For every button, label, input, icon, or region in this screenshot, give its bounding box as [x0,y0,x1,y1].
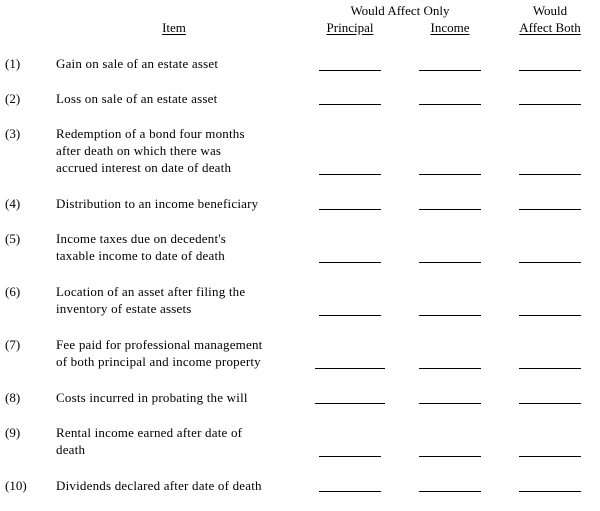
header-item: Item [162,20,186,35]
principal-answer-blank[interactable] [315,403,385,404]
both-answer-blank[interactable] [519,315,581,316]
income-answer-blank[interactable] [419,209,481,210]
row-item-text: Dividends declared after date of death [56,478,262,493]
income-answer-blank[interactable] [419,456,481,457]
both-answer-blank[interactable] [519,262,581,263]
row-number: (7) [5,337,21,352]
income-answer-blank[interactable] [419,174,481,175]
principal-answer-blank[interactable] [319,315,381,316]
income-answer-blank[interactable] [419,315,481,316]
both-answer-blank[interactable] [519,403,581,404]
principal-answer-blank[interactable] [319,104,381,105]
row-number: (10) [5,478,27,493]
row-item-text: Costs incurred in probating the will [56,390,248,405]
row-number: (5) [5,231,21,246]
both-answer-blank[interactable] [519,456,581,457]
row-item-text: Gain on sale of an estate asset [56,56,219,71]
both-answer-blank[interactable] [519,368,581,369]
row-number: (3) [5,126,21,141]
principal-answer-blank[interactable] [319,70,381,71]
header-group-label: Would Affect Only [350,3,450,18]
both-answer-blank[interactable] [519,491,581,492]
both-answer-blank[interactable] [519,209,581,210]
row-number: (4) [5,196,21,211]
header-income: Income [430,20,470,35]
row-number: (6) [5,284,21,299]
income-answer-blank[interactable] [419,104,481,105]
row-number: (1) [5,56,21,71]
row-item-text: Location of an asset after filing the inventory of estate assets [56,284,246,316]
header-principal: Principal [326,20,374,35]
both-answer-blank[interactable] [519,104,581,105]
both-answer-blank[interactable] [519,174,581,175]
income-answer-blank[interactable] [419,368,481,369]
both-answer-blank[interactable] [519,70,581,71]
header-both-line2: Affect Both [519,20,581,35]
income-answer-blank[interactable] [419,403,481,404]
principal-answer-blank[interactable] [319,456,381,457]
principal-answer-blank[interactable] [319,174,381,175]
principal-answer-blank[interactable] [319,209,381,210]
income-answer-blank[interactable] [419,70,481,71]
row-number: (9) [5,425,21,440]
row-item-text: Fee paid for professional management of both principal and income property [56,337,263,369]
row-item-text: Redemption of a bond four months after death on which there was accrued interest on date of death [56,126,245,175]
principal-answer-blank[interactable] [315,368,385,369]
header-both-line1: Would [532,3,568,18]
row-item-text: Distribution to an income beneficiary [56,196,259,211]
row-item-text: Rental income earned after date of death [56,425,243,457]
principal-answer-blank[interactable] [319,262,381,263]
row-item-text: Income taxes due on decedent's taxable income to date of death [56,231,227,263]
principal-answer-blank[interactable] [319,491,381,492]
income-answer-blank[interactable] [419,262,481,263]
row-number: (2) [5,91,21,106]
row-number: (8) [5,390,21,405]
income-answer-blank[interactable] [419,491,481,492]
row-item-text: Loss on sale of an estate asset [56,91,218,106]
